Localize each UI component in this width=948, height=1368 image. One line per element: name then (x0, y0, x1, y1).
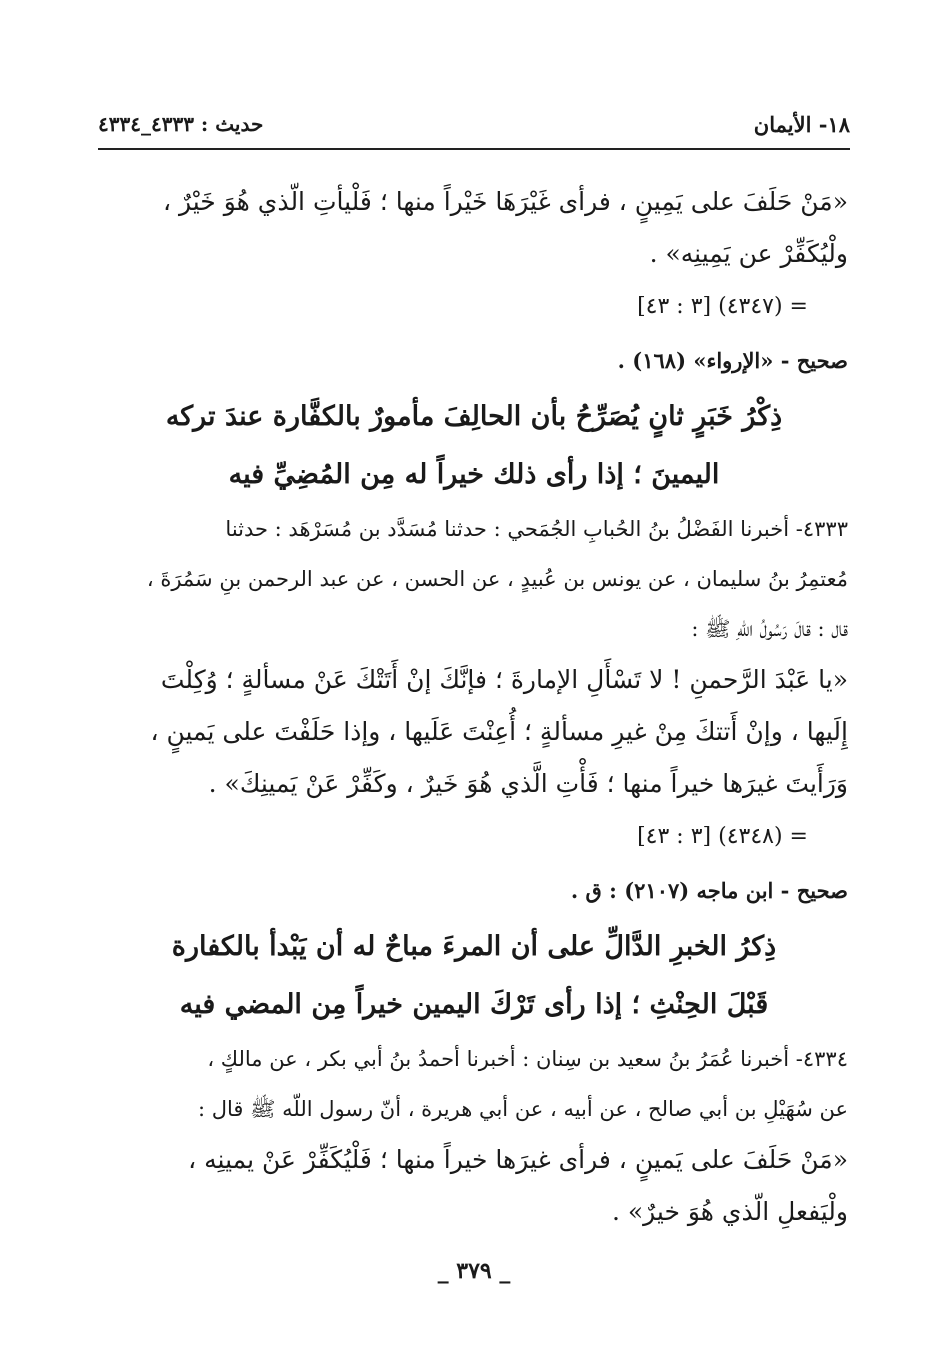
page-body (100, 176, 848, 1238)
quote-line: «مَنْ حَلَفَ على يَمينٍ ، فرأى غيرَها خيراً منها ؛ فَلْيُكَفِّرْ عَنْ يمينِه ، (188, 1145, 848, 1174)
section-title: اليمينَ ؛ إذا رأى ذلك خيراً له مِن المُضِيِّ فيه (228, 459, 720, 490)
isnad-line: ٤٣٣٣- أخبرنا الفَضْلُ بنُ الحُبابِ الجُمَحي : حدثنا مُسَدَّد بن مُسَرْهَد : حدثنا (225, 517, 848, 541)
quote-line: «يا عَبْدَ الرَّحمنِ ! لا تَسْأَلِ الإمارةَ ؛ فإنَّكَ إنْ أَتَتْكَ عَنْ مسألةٍ ؛ وُكِلْتَ (160, 665, 848, 694)
quote-line: ولْيَفعلِ الّذي هُوَ خيرٌ» . (611, 1197, 848, 1226)
section-title: قَبْلَ الحِنْثِ ؛ إذا رأى تَرْكَ اليمين خيراً مِن المضي فيه (179, 989, 769, 1020)
grading-line: صحيح - «الإرواء» (١٦٨) . (617, 348, 848, 373)
quote-line: وَرَأَيتَ غيرَها خيراً منها ؛ فَأْتِ الَّذي هُوَ خَيرٌ ، وكَفِّرْ عَنْ يَمينِكَ» . (208, 769, 848, 798)
section-title: ذِكرُ الخبرِ الدَّالِّ على أن المرءَ مباحٌ له أن يَبْدأ بالكفارة (171, 931, 777, 962)
quote-line: ولْيُكَفِّرْ عن يَمِينِه» . (649, 239, 848, 268)
header-rule (98, 148, 850, 150)
quote-line: «مَنْ حَلَفَ على يَمِينٍ ، فرأى غَيْرَهَا خَيْراً منها ؛ فَلْيأتِ الّذي هُوَ خَيْرٌ ، (162, 187, 848, 216)
section-title: ذِكْرُ خَبَرٍ ثانٍ يُصَرِّحُ بأن الحالِفَ مأمورٌ بالكفَّارة عندَ تركه (165, 401, 783, 432)
quote-line: إِلَيها ، وإنْ أَتتكَ مِنْ غيرِ مسألةٍ ؛ أُعِنْتَ عَلَيها ، وإذا حَلَفْتَ على يَمينٍ ، (150, 717, 848, 746)
grading-line: صحيح - ابن ماجه (٢١٠٧) : ق . (570, 878, 848, 903)
page-number: _ ٣٧٩ _ (437, 1258, 511, 1284)
isnad-line: مُعتمِرُ بنُ سليمان ، عن يونس بن عُبيدٍ ، عن الحسن ، عن عبد الرحمن بنِ سَمُرَةَ ، (146, 567, 848, 591)
reference-line: = (٤٣٤٨) [٣ : ٤٣] (637, 824, 808, 849)
reference-line: = (٤٣٤٧) [٣ : ٤٣] (637, 294, 808, 319)
isnad-line: قال : قالَ رَسُولُ اللّهِ ﷺ : (691, 617, 848, 641)
isnad-line: عن سُهَيْلِ بن أبي صالح ، عن أبيه ، عن أبي هريرة ، أنّ رسول اللّه ﷺ قال : (198, 1097, 848, 1121)
running-header (98, 112, 850, 142)
isnad-line: ٤٣٣٤- أخبرنا عُمَرُ بنُ سعيد بن سِنان : أخبرنا أحمدُ بنُ أبي بكر ، عن مالكٍ ، (207, 1047, 848, 1071)
chapter-title: ١٨- الأيمان (753, 112, 850, 137)
hadith-range: حديث : ٤٣٣٣_٤٣٣٤ (98, 112, 264, 136)
